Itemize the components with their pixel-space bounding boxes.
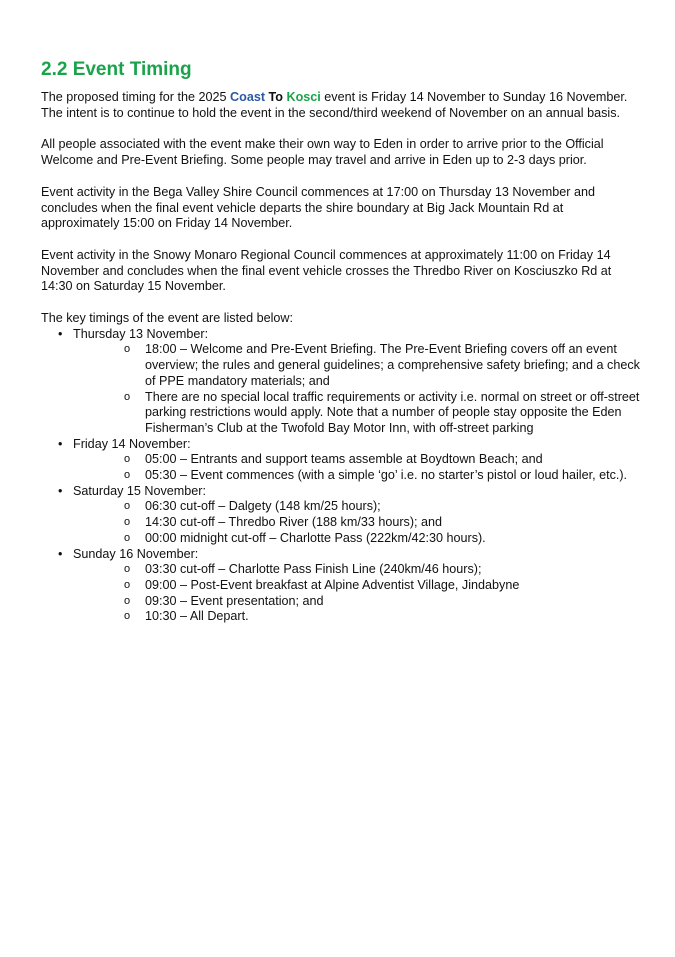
circle-bullet-icon: o [124, 610, 131, 623]
item-text: 05:00 – Entrants and support teams assemble at Boydtown Beach; and [145, 452, 543, 467]
item-text: 06:30 cut-off – Dalgety (148 km/25 hours); [145, 499, 381, 514]
document-page [41, 58, 641, 625]
item-text: 10:30 – All Depart. [145, 609, 249, 624]
bullet-icon: • [58, 436, 63, 451]
bega-valley-paragraph: Event activity in the Bega Valley Shire Council commences at 17:00 on Thursday 13 November and concludes when the final event vehicle departs the shire boundary at Big Jack Mountain Rd at approximately 15:00 on Friday 14 November. [41, 184, 595, 231]
intro-text-before: The proposed timing for the 2025 [41, 90, 231, 104]
day-label: Friday 14 November: [73, 436, 191, 451]
item-text: 09:00 – Post-Event breakfast at Alpine Adventist Village, Jindabyne [145, 577, 520, 592]
day-items [73, 562, 641, 625]
day-label: Thursday 13 November: [73, 326, 209, 341]
item-text: 03:30 cut-off – Charlotte Pass Finish Line (240km/46 hours); [145, 562, 482, 577]
list-item [73, 609, 641, 625]
intro-text-after: event is Friday 14 November to Sunday 16 November. The intent is to continue to hold the event in the second/third weekend of November on an annual basis. [41, 90, 628, 120]
list-item [73, 562, 641, 578]
schedule-day [41, 327, 641, 437]
circle-bullet-icon: o [124, 453, 131, 466]
circle-bullet-icon: o [124, 516, 131, 529]
item-text: 00:00 midnight cut-off – Charlotte Pass (222km/42:30 hours). [145, 530, 486, 545]
list-item [73, 594, 641, 610]
day-items [73, 342, 641, 436]
item-text: 09:30 – Event presentation; and [145, 593, 324, 608]
circle-bullet-icon: o [124, 500, 131, 513]
circle-bullet-icon: o [124, 594, 131, 607]
circle-bullet-icon: o [124, 469, 131, 482]
schedule-day [41, 484, 641, 547]
arrival-paragraph: All people associated with the event make their own way to Eden in order to arrive prior to the Official Welcome and Pre-Event Briefing. Some people may travel and arrive in Eden up to 2-3 days prior. [41, 137, 604, 168]
list-item [73, 468, 641, 484]
list-intro: The key timings of the event are listed below: [41, 311, 294, 326]
brand-coast: Coast [230, 90, 266, 104]
day-items [73, 499, 641, 546]
item-text: 05:30 – Event commences (with a simple ‘go’ i.e. no starter’s pistol or loud hailer, etc.). [145, 468, 628, 483]
circle-bullet-icon: o [124, 563, 131, 576]
list-item [73, 499, 641, 515]
bullet-icon: • [58, 326, 63, 341]
day-label: Sunday 16 November: [73, 546, 199, 561]
item-text: 14:30 cut-off – Thredbo River (188 km/33 hours); and [145, 515, 443, 530]
list-item [73, 531, 641, 547]
schedule-day [41, 547, 641, 626]
schedule-day [41, 437, 641, 484]
day-items [73, 452, 641, 483]
list-item [73, 578, 641, 594]
list-item [73, 452, 641, 468]
list-item [73, 515, 641, 531]
item-text: There are no special local traffic requirements or activity i.e. normal on street or off-street parking restrictions would apply. Note that a number of people stay opposite the Eden Fisherman’s Club at the Twofold Bay Motor Inn, with off-street parking [145, 389, 640, 435]
circle-bullet-icon: o [124, 531, 131, 544]
intro-paragraph [41, 90, 641, 121]
day-label: Saturday 15 November: [73, 483, 207, 498]
circle-bullet-icon: o [124, 578, 131, 591]
bullet-icon: • [58, 546, 63, 561]
item-text: 18:00 – Welcome and Pre-Event Briefing. The Pre-Event Briefing covers off an event overview; the rules and general guidelines; a comprehensive safety briefing; and a check of PPE mandatory materials; and [145, 342, 640, 388]
list-item [73, 342, 641, 389]
circle-bullet-icon: o [124, 343, 131, 356]
schedule-list [41, 327, 641, 625]
brand-to: To [268, 90, 283, 104]
snowy-monaro-paragraph: Event activity in the Snowy Monaro Regional Council commences at approximately 11:00 on Friday 14 November and concludes when the final event vehicle crosses the Thredbo River on Kosciuszko Rd at 14:30 on Saturday 15 November. [41, 247, 612, 294]
list-item [73, 390, 641, 437]
brand-kosci: Kosci [286, 90, 321, 104]
section-heading: 2.2 Event Timing [41, 59, 192, 80]
bullet-icon: • [58, 483, 63, 498]
circle-bullet-icon: o [124, 390, 131, 403]
